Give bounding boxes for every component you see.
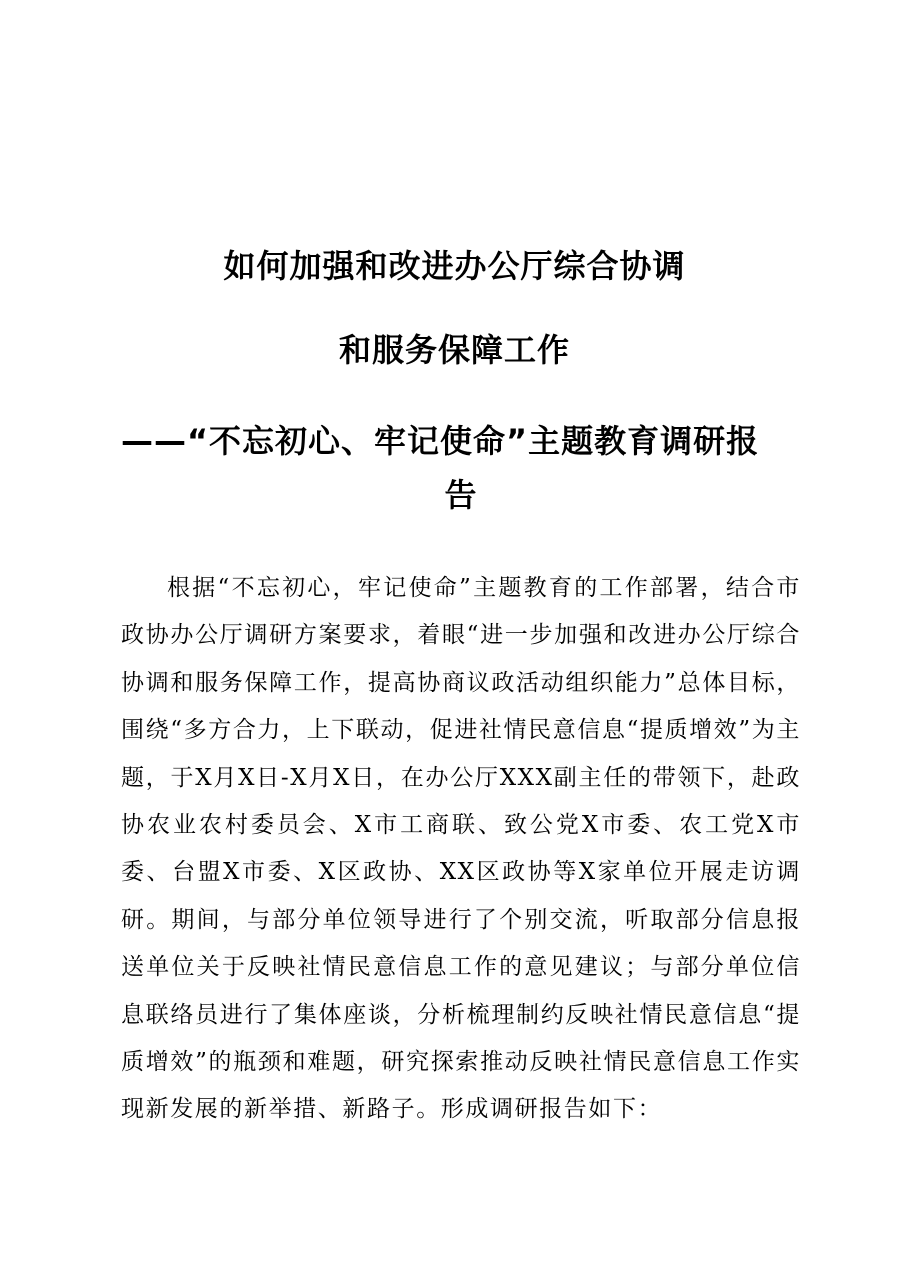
document-title <box>0 236 909 370</box>
subtitle-main: ——“不忘初心、牢记使命”主题教育调研报 <box>121 422 760 460</box>
title-line-1: 如何加强和改进办公厅综合协调 <box>223 247 686 285</box>
title-line-2: 和服务保障工作 <box>338 331 570 369</box>
document-subtitle <box>121 414 801 522</box>
subtitle-tail: 告 <box>444 476 478 514</box>
body-paragraph: 根据“不忘初心，牢记使命”主题教育的工作部署，结合市政协办公厅调研方案要求，着眼“进一步加强和改进办公厅综合协调和服务保障工作，提高协商议政活动组织能力”总体目标，围绕“多方合力，上下联动，促进社情民意信息“提质增效”为主题，于X月X日-X月X日，在办公厅XXX副主任的带领下，赴政协农业农村委员会、X市工商联、致公党X市委、农工党X市委、台盟X市委、X区政协、XX区政协等X家单位开展走访调研。期间，与部分单位领导进行了个别交流，听取部分信息报送单位关于反映社情民意信息工作的意见建议；与部分单位信息联络员进行了集体座谈，分析梳理制约反映社情民意信息“提质增效”的瓶颈和难题，研究探索推动反映社情民意信息工作实现新发展的新举措、新路子。形成调研报告如下： <box>121 575 801 1123</box>
